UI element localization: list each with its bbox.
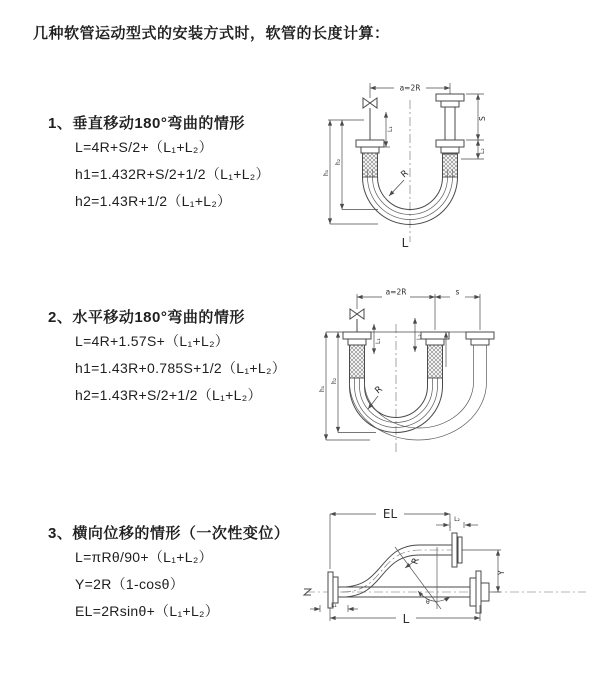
page-title: 几种软管运动型式的安装方式时，软管的长度计算： [33,25,390,42]
dim-el [330,507,450,569]
dim-label-l2: L₂ [454,516,460,523]
right-flange [470,571,489,613]
angle-theta [395,547,450,609]
dim-label-s: s [455,287,460,297]
radius-label: R [399,168,411,181]
left-fitting [356,108,384,153]
section-1-heading: 1、垂直移动180°弯曲的情形 [48,115,245,132]
dim-a2r [370,84,450,93]
dim-label-s: S [478,116,487,121]
dim-l1 [310,602,358,612]
radius-leader [368,385,385,409]
braided-section [363,153,378,177]
dim-label-l1: L₁ [387,126,394,132]
diagram-lateral-displacement [300,505,592,650]
dim-a2r [357,288,480,331]
dim-label-h1: h₁ [319,385,326,392]
formula-line: h2=1.43R+1/2（L₁+L₂） [75,193,232,209]
formula-line: h1=1.432R+S/2+1/2（L₁+L₂） [75,166,270,182]
dim-label-h2: h₂ [335,158,342,165]
dim-label-y: Y [497,570,506,575]
right-fitting [466,332,494,345]
upper-flange [452,533,462,567]
dim-label-l2: L₂ [416,334,423,340]
dim-l [330,605,480,626]
dim-label-l: L [402,612,410,626]
valve-icon [363,83,377,108]
dim-label-a2r: a=2R [385,287,407,297]
hose-position-2 [350,345,487,440]
radius-label: R [373,384,385,397]
section-3 [48,522,289,625]
braided-section [350,345,365,378]
angle-label: θ [426,599,430,606]
dim-label-l2: L₂ [479,148,486,154]
left-fitting [343,332,371,345]
middle-fitting [421,332,449,345]
valve-icon [350,294,364,332]
section-2 [48,306,286,409]
dim-h [319,332,376,440]
dim-label-a2r: a=2R [399,83,421,93]
right-fitting [436,83,464,153]
formula-line: Y=2R（1-cosθ） [75,576,185,592]
dim-label-l1: L₁ [375,338,382,344]
section-3-heading: 3、横向位移的情形（一次性变位） [48,525,290,542]
formula-line: EL=2Rsinθ+（L₁+L₂） [75,603,220,619]
radius-leader [405,557,422,568]
formula-line: L=4R+1.57S+（L₁+L₂） [75,333,230,349]
dim-label-el: EL [382,507,398,521]
dim-s [461,94,487,159]
dim-l2 [436,516,478,528]
formula-line: h2=1.43R+S/2+1/2（L₁+L₂） [75,387,262,403]
length-label: L [401,236,409,250]
dim-l2 [415,318,423,352]
dim-l1 [374,324,382,354]
braided-section [443,154,458,177]
formula-line: L=πRθ/90+（L₁+L₂） [75,549,213,565]
formula-line: h1=1.43R+0.785S+1/2（L₁+L₂） [75,360,286,376]
section-2-heading: 2、水平移动180°弯曲的情形 [48,309,245,326]
diagram-horizontal-u-bend [318,282,592,460]
braided-section [428,345,443,378]
formula-line: L=4R+S/2+（L₁+L₂） [75,139,213,155]
dim-label-h2: h₂ [331,377,338,384]
diagram-vertical-u-bend [320,70,586,262]
dim-label-l1: L₁ [331,602,337,609]
radius-leader [389,169,411,196]
radius-label: R [410,556,422,567]
hose-s-curve [342,545,452,597]
dim-label-h1: h₁ [323,169,330,176]
section-1 [48,112,270,215]
